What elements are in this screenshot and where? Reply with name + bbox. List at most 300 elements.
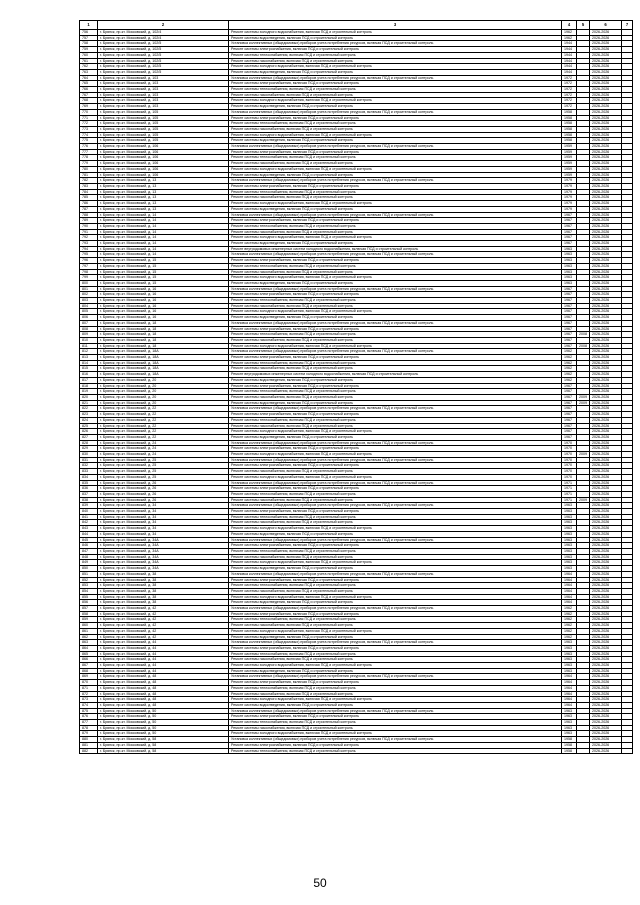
address-cell: г. Брянск, пр-кт. Московский, д. 15 — [98, 275, 229, 281]
work-type-cell: Ремонт системы газоснабжения, включая ПСД и строительный контроль — [229, 366, 562, 372]
planned-period-cell: 2026-2026 — [590, 469, 622, 475]
address-cell: г. Брянск, пр-кт. Московский, д. 24 — [98, 452, 229, 458]
address-cell: г. Брянск, пр-кт. Московский, д. 26 — [98, 497, 229, 503]
address-cell: г. Брянск, пр-кт. Московский, д. 14 — [98, 223, 229, 229]
row-number-cell: 803 — [80, 298, 98, 304]
planned-period-cell: 2026-2026 — [590, 423, 622, 429]
planned-period-cell: 2026-2026 — [590, 429, 622, 435]
planned-period-cell: 2026-2026 — [590, 144, 622, 150]
address-cell: г. Брянск, пр-кт. Московский, д. 44 — [98, 663, 229, 669]
planned-period-cell: 2026-2026 — [590, 104, 622, 110]
planned-period-cell: 2026-2026 — [590, 509, 622, 515]
address-cell: г. Брянск, пр-кт. Московский, д. 48 — [98, 680, 229, 686]
row-number-cell: 850 — [80, 566, 98, 572]
year-built-cell: 1979 — [562, 189, 577, 195]
year-built-cell: 1967 — [562, 389, 577, 395]
address-cell: г. Брянск, пр-кт. Московский, д. 22 — [98, 434, 229, 440]
address-cell: г. Брянск, пр-кт. Московский, д. 38 — [98, 571, 229, 577]
year-built-cell: 1970 — [562, 440, 577, 446]
work-type-cell: Установка коллективных (общедомовых) приборов учета потребления ресурсов, включая ПСД и строительный контроль — [229, 674, 562, 680]
work-type-cell: Ремонт системы газоснабжения, включая ПСД и строительный контроль — [229, 337, 562, 343]
planned-period-cell: 2026-2026 — [590, 360, 622, 366]
year-built-cell: 1963 — [562, 520, 577, 526]
planned-period-cell: 2026-2026 — [590, 440, 622, 446]
year-built-cell: 1963 — [562, 668, 577, 674]
work-type-cell: Ремонт системы газоснабжения, включая ПСД и строительный контроль — [229, 92, 562, 98]
work-type-cell: Установка коллективных (общедомовых) приборов учета потребления ресурсов, включая ПСД и строительный контроль — [229, 286, 562, 292]
work-type-cell: Ремонт системы электроснабжения, включая ПСД и строительный контроль — [229, 714, 562, 720]
address-cell: г. Брянск, пр-кт. Московский, д. 103 — [98, 87, 229, 93]
work-type-cell: Ремонт системы теплоснабжения, включая ПСД и строительный контроль — [229, 548, 562, 554]
year-built-cell: 1979 — [562, 206, 577, 212]
address-cell: г. Брянск, пр-кт. Московский, д. 20 — [98, 389, 229, 395]
address-cell: г. Брянск, пр-кт. Московский, д. 48 — [98, 691, 229, 697]
year-built-cell: 1959 — [562, 161, 577, 167]
work-type-cell: Ремонт системы теплоснабжения, включая ПСД и строительный контроль — [229, 617, 562, 623]
year-built-cell: 1963 — [562, 531, 577, 537]
planned-period-cell: 2026-2026 — [590, 645, 622, 651]
year-built-cell: 1963 — [562, 246, 577, 252]
planned-period-cell: 2026-2026 — [590, 69, 622, 75]
work-type-cell: Ремонт системы холодного водоснабжения, включая ПСД и строительный контроль — [229, 64, 562, 70]
year-built-cell: 1962 — [562, 634, 577, 640]
planned-period-cell: 2026-2026 — [590, 92, 622, 98]
year-built-cell: 1963 — [562, 548, 577, 554]
row-number-cell: 822 — [80, 406, 98, 412]
row-number-cell: 813 — [80, 355, 98, 361]
work-type-cell: Ремонт системы водоотведения, включая ПСД и строительный контроль — [229, 531, 562, 537]
work-type-cell: Ремонт системы теплоснабжения, включая ПСД и строительный контроль — [229, 720, 562, 726]
address-cell: г. Брянск, пр-кт. Московский, д. 48 — [98, 702, 229, 708]
row-number-cell: 823 — [80, 412, 98, 418]
row-number-cell: 791 — [80, 229, 98, 235]
address-cell: г. Брянск, пр-кт. Московский, д. 14 — [98, 241, 229, 247]
table-header-row — [80, 21, 633, 30]
row-number-cell: 756 — [80, 30, 98, 36]
work-type-cell: Установка коллективных (общедомовых) приборов учета потребления ресурсов, включая ПСД и строительный контроль — [229, 349, 562, 355]
planned-period-cell: 2026-2026 — [590, 720, 622, 726]
row-number-cell: 846 — [80, 543, 98, 549]
work-type-cell: Ремонт системы холодного водоснабжения, включая ПСД и строительный контроль — [229, 235, 562, 241]
row-number-cell: 853 — [80, 583, 98, 589]
planned-period-cell: 2026-2026 — [590, 218, 622, 224]
planned-period-cell: 2026-2026 — [590, 229, 622, 235]
work-type-cell: Ремонт системы теплоснабжения, включая ПСД и строительный контроль — [229, 298, 562, 304]
planned-period-cell: 2026-2026 — [590, 52, 622, 58]
work-type-cell: Ремонт системы холодного водоснабжения, включая ПСД и строительный контроль — [229, 275, 562, 281]
planned-period-cell: 2026-2026 — [590, 149, 622, 155]
address-cell: г. Брянск, пр-кт. Московский, д. 102/5 — [98, 58, 229, 64]
work-type-cell: Установка коллективных (общедомовых) приборов учета потребления ресурсов, включая ПСД и строительный контроль — [229, 75, 562, 81]
year-built-cell: 1967 — [562, 423, 577, 429]
year-built-cell: 1972 — [562, 104, 577, 110]
work-type-cell: Ремонт системы водоотведения, включая ПСД и строительный контроль — [229, 315, 562, 321]
row-number-cell: 833 — [80, 469, 98, 475]
row-number-cell: 862 — [80, 634, 98, 640]
column-header: 3 — [229, 21, 562, 30]
work-type-cell: Ремонт системы водоотведения, включая ПСД и строительный контроль — [229, 35, 562, 41]
row-number-cell: 835 — [80, 480, 98, 486]
address-cell: г. Брянск, пр-кт. Московский, д. 26 — [98, 480, 229, 486]
planned-period-cell: 2026-2026 — [590, 657, 622, 663]
work-type-cell: Ремонт системы электроснабжения, включая ПСД и строительный контроль — [229, 577, 562, 583]
row-number-cell: 817 — [80, 377, 98, 383]
year-built-cell: 1979 — [562, 178, 577, 184]
planned-period-cell: 2026-2026 — [590, 668, 622, 674]
address-cell: г. Брянск, пр-кт. Московский, д. 18А — [98, 360, 229, 366]
year-built-cell: 1962 — [562, 617, 577, 623]
address-cell: г. Брянск, пр-кт. Московский, д. 15 — [98, 263, 229, 269]
work-type-cell: Ремонт системы теплоснабжения, включая ПСД и строительный контроль — [229, 583, 562, 589]
work-type-cell: Ремонт системы электроснабжения, включая ПСД и строительный контроль — [229, 115, 562, 121]
work-type-cell: Ремонт системы теплоснабжения, включая ПСД и строительный контроль — [229, 223, 562, 229]
work-type-cell: Ремонт системы теплоснабжения, включая ПСД и строительный контроль — [229, 87, 562, 93]
year-built-cell: 1971 — [562, 480, 577, 486]
planned-period-cell: 2026-2026 — [590, 663, 622, 669]
work-type-cell: Ремонт системы электроснабжения, включая ПСД и строительный контроль — [229, 149, 562, 155]
planned-period-cell: 2026-2026 — [590, 634, 622, 640]
address-cell: г. Брянск, пр-кт. Московский, д. 26 — [98, 491, 229, 497]
row-number-cell: 825 — [80, 423, 98, 429]
work-type-cell: Ремонт системы холодного водоснабжения, включая ПСД и строительный контроль — [229, 526, 562, 532]
column-header: 4 — [562, 21, 577, 30]
planned-period-cell: 2026-2026 — [590, 183, 622, 189]
year-built-cell: 1962 — [562, 360, 577, 366]
address-cell: г. Брянск, пр-кт. Московский, д. 34А — [98, 543, 229, 549]
year-built-cell: 1970 — [562, 446, 577, 452]
row-number-cell: 874 — [80, 702, 98, 708]
address-cell: г. Брянск, пр-кт. Московский, д. 105 — [98, 121, 229, 127]
work-type-cell: Ремонт системы электроснабжения, включая ПСД и строительный контроль — [229, 326, 562, 332]
row-number-cell: 827 — [80, 434, 98, 440]
year-built-cell: 1962 — [562, 377, 577, 383]
address-cell: г. Брянск, пр-кт. Московский, д. 34А — [98, 554, 229, 560]
address-cell: г. Брянск, пр-кт. Московский, д. 13 — [98, 178, 229, 184]
column-header: 2 — [98, 21, 229, 30]
work-type-cell: Ремонт системы газоснабжения, включая ПСД и строительный контроль — [229, 657, 562, 663]
work-type-cell: Ремонт системы теплоснабжения, включая ПСД и строительный контроль — [229, 491, 562, 497]
row-number-cell: 841 — [80, 514, 98, 520]
address-cell: г. Брянск, пр-кт. Московский, д. 15 — [98, 269, 229, 275]
address-cell: г. Брянск, пр-кт. Московский, д. 15 — [98, 280, 229, 286]
planned-period-cell: 2026-2026 — [590, 406, 622, 412]
row-number-cell: 811 — [80, 343, 98, 349]
address-cell: г. Брянск, пр-кт. Московский, д. 44 — [98, 668, 229, 674]
planned-period-cell: 2026-2026 — [590, 514, 622, 520]
planned-period-cell: 2026-2026 — [590, 35, 622, 41]
work-type-cell: Ремонт системы электроснабжения, включая ПСД и строительный контроль — [229, 543, 562, 549]
work-type-cell: Ремонт системы теплоснабжения, включая ПСД и строительный контроль — [229, 52, 562, 58]
work-type-cell: Ремонт системы газоснабжения, включая ПСД и строительный контроль — [229, 725, 562, 731]
year-built-cell: 1959 — [562, 155, 577, 161]
row-number-cell: 793 — [80, 241, 98, 247]
last-repair-year-cell: 2008 — [577, 332, 590, 338]
year-built-cell: 1958 — [562, 138, 577, 144]
year-built-cell: 1959 — [562, 172, 577, 178]
planned-period-cell: 2026-2026 — [590, 486, 622, 492]
row-number-cell: 824 — [80, 417, 98, 423]
year-built-cell: 1962 — [562, 349, 577, 355]
row-number-cell: 834 — [80, 474, 98, 480]
row-number-cell: 820 — [80, 395, 98, 401]
row-number-cell: 789 — [80, 218, 98, 224]
work-type-cell: Ремонт системы электроснабжения, включая ПСД и строительный контроль — [229, 47, 562, 53]
row-number-cell: 844 — [80, 531, 98, 537]
row-number-cell: 762 — [80, 64, 98, 70]
work-type-cell: Ремонт системы водоотведения, включая ПСД и строительный контроль — [229, 241, 562, 247]
address-cell: г. Брянск, пр-кт. Московский, д. 13 — [98, 206, 229, 212]
planned-period-cell: 2026-2026 — [590, 263, 622, 269]
work-type-cell: Установка коллективных (общедомовых) приборов учета потребления ресурсов, включая ПСД и строительный контроль — [229, 708, 562, 714]
address-cell: г. Брянск, пр-кт. Московский, д. 26 — [98, 486, 229, 492]
work-type-cell: Ремонт системы газоснабжения, включая ПСД и строительный контроль — [229, 229, 562, 235]
address-cell: г. Брянск, пр-кт. Московский, д. 34А — [98, 566, 229, 572]
row-number-cell: 764 — [80, 75, 98, 81]
row-number-cell: 786 — [80, 201, 98, 207]
planned-period-cell: 2026-2026 — [590, 109, 622, 115]
planned-period-cell: 2026-2026 — [590, 571, 622, 577]
year-built-cell: 1958 — [562, 121, 577, 127]
row-number-cell: 842 — [80, 520, 98, 526]
address-cell: г. Брянск, пр-кт. Московский, д. 34 — [98, 526, 229, 532]
address-cell: г. Брянск, пр-кт. Московский, д. 102/4 — [98, 35, 229, 41]
address-cell: г. Брянск, пр-кт. Московский, д. 50 — [98, 714, 229, 720]
planned-period-cell: 2026-2026 — [590, 520, 622, 526]
work-type-cell: Ремонт системы водоотведения, включая ПСД и строительный контроль — [229, 434, 562, 440]
address-cell: г. Брянск, пр-кт. Московский, д. 20 — [98, 383, 229, 389]
row-number-cell: 798 — [80, 269, 98, 275]
year-built-cell: 1964 — [562, 600, 577, 606]
planned-period-cell: 2026-2026 — [590, 326, 622, 332]
address-cell: г. Брянск, пр-кт. Московский, д. 22 — [98, 429, 229, 435]
row-number-cell: 851 — [80, 571, 98, 577]
address-cell: г. Брянск, пр-кт. Московский, д. 16 — [98, 315, 229, 321]
row-number-cell: 857 — [80, 606, 98, 612]
work-type-cell: Ремонт системы электроснабжения, включая ПСД и строительный контроль — [229, 383, 562, 389]
year-built-cell: 1964 — [562, 697, 577, 703]
address-cell: г. Брянск, пр-кт. Московский, д. 16 — [98, 286, 229, 292]
work-type-cell: Ремонт системы водоотведения, включая ПСД и строительный контроль — [229, 634, 562, 640]
work-type-cell: Установка коллективных (общедомовых) приборов учета потребления ресурсов, включая ПСД и строительный контроль — [229, 537, 562, 543]
planned-period-cell: 2026-2026 — [590, 121, 622, 127]
year-built-cell: 1967 — [562, 223, 577, 229]
year-built-cell: 1944 — [562, 52, 577, 58]
planned-period-cell: 2026-2026 — [590, 708, 622, 714]
planned-period-cell: 2026-2026 — [590, 560, 622, 566]
address-cell: г. Брянск, пр-кт. Московский, д. 44 — [98, 657, 229, 663]
year-built-cell: 1963 — [562, 269, 577, 275]
planned-period-cell: 2026-2026 — [590, 526, 622, 532]
planned-period-cell: 2026-2026 — [590, 161, 622, 167]
address-cell: г. Брянск, пр-кт. Московский, д. 13 — [98, 201, 229, 207]
address-cell: г. Брянск, пр-кт. Московский, д. 58 — [98, 742, 229, 748]
address-cell: г. Брянск, пр-кт. Московский, д. 14 — [98, 235, 229, 241]
row-number-cell: 775 — [80, 138, 98, 144]
address-cell: г. Брянск, пр-кт. Московский, д. 106 — [98, 155, 229, 161]
planned-period-cell: 2026-2026 — [590, 714, 622, 720]
column-header: 1 — [80, 21, 98, 30]
year-built-cell: 1967 — [562, 337, 577, 343]
address-cell: г. Брянск, пр-кт. Московский, д. 18А — [98, 372, 229, 378]
year-built-cell: 1963 — [562, 509, 577, 515]
work-type-cell: Ремонт системы холодного водоснабжения, включая ПСД и строительный контроль — [229, 98, 562, 104]
year-built-cell: 1964 — [562, 691, 577, 697]
work-type-cell: Ремонт системы холодного водоснабжения, включая ПСД и строительный контроль — [229, 474, 562, 480]
year-built-cell: 1963 — [562, 725, 577, 731]
address-cell: г. Брянск, пр-кт. Московский, д. 22 — [98, 412, 229, 418]
row-number-cell: 821 — [80, 400, 98, 406]
year-built-cell: 1967 — [562, 241, 577, 247]
address-cell: г. Брянск, пр-кт. Московский, д. 58 — [98, 737, 229, 743]
address-cell: г. Брянск, пр-кт. Московский, д. 58 — [98, 748, 229, 754]
address-cell: г. Брянск, пр-кт. Московский, д. 22 — [98, 406, 229, 412]
year-built-cell: 1959 — [562, 144, 577, 150]
address-cell: г. Брянск, пр-кт. Московский, д. 25 — [98, 463, 229, 469]
address-cell: г. Брянск, пр-кт. Московский, д. 38 — [98, 588, 229, 594]
row-number-cell: 856 — [80, 600, 98, 606]
year-built-cell: 1972 — [562, 87, 577, 93]
year-built-cell: 1963 — [562, 554, 577, 560]
planned-period-cell: 2026-2026 — [590, 480, 622, 486]
year-built-cell: 1964 — [562, 588, 577, 594]
work-type-cell: Ремонт системы водоотведения, включая ПСД и строительный контроль — [229, 138, 562, 144]
address-cell: г. Брянск, пр-кт. Московский, д. 34 — [98, 503, 229, 509]
work-type-cell: Ремонт системы холодного водоснабжения, включая ПСД и строительный контроль — [229, 343, 562, 349]
year-built-cell: 1967 — [562, 292, 577, 298]
last-repair-year-cell — [577, 748, 590, 754]
work-type-cell: Ремонт системы газоснабжения, включая ПСД и строительный контроль — [229, 303, 562, 309]
planned-period-cell: 2026-2026 — [590, 594, 622, 600]
work-type-cell: Установка коллективных (общедомовых) приборов учета потребления ресурсов, включая ПСД и строительный контроль — [229, 406, 562, 412]
address-cell: г. Брянск, пр-кт. Московский, д. 105 — [98, 132, 229, 138]
work-type-cell: Ремонт системы электроснабжения, включая ПСД и строительный контроль — [229, 218, 562, 224]
year-built-cell: 1958 — [562, 748, 577, 754]
work-type-cell: Ремонт системы газоснабжения, включая ПСД и строительный контроль — [229, 469, 562, 475]
work-type-cell: Установка коллективных (общедомовых) приборов учета потребления ресурсов, включая ПСД и строительный контроль — [229, 606, 562, 612]
row-number-cell: 838 — [80, 497, 98, 503]
work-type-cell: Ремонт системы водоотведения, включая ПСД и строительный контроль — [229, 600, 562, 606]
planned-period-cell: 2026-2026 — [590, 349, 622, 355]
planned-period-cell: 2026-2026 — [590, 315, 622, 321]
year-built-cell: 1967 — [562, 406, 577, 412]
year-built-cell: 1971 — [562, 491, 577, 497]
row-number-cell: 830 — [80, 452, 98, 458]
row-number-cell: 809 — [80, 332, 98, 338]
column-header: 5 — [577, 21, 590, 30]
row-number-cell: 772 — [80, 121, 98, 127]
planned-period-cell: 2026-2026 — [590, 474, 622, 480]
last-repair-year-cell: 2009 — [577, 395, 590, 401]
year-built-cell: 1972 — [562, 92, 577, 98]
work-type-cell: Установка коллективных (общедомовых) приборов учета потребления ресурсов, включая ПСД и строительный контроль — [229, 440, 562, 446]
row-number-cell: 878 — [80, 725, 98, 731]
year-built-cell: 1944 — [562, 64, 577, 70]
work-type-cell: Ремонт системы электроснабжения, включая ПСД и строительный контроль — [229, 81, 562, 87]
row-number-cell: 777 — [80, 149, 98, 155]
planned-period-cell: 2026-2026 — [590, 554, 622, 560]
work-type-cell: Ремонт системы холодного водоснабжения, включая ПСД и строительный контроль — [229, 663, 562, 669]
row-number-cell: 880 — [80, 737, 98, 743]
year-built-cell: 1944 — [562, 58, 577, 64]
planned-period-cell: 2026-2026 — [590, 651, 622, 657]
planned-period-cell: 2026-2026 — [590, 206, 622, 212]
row-number-cell: 840 — [80, 509, 98, 515]
work-type-cell: Ремонт системы теплоснабжения, включая ПСД и строительный контроль — [229, 514, 562, 520]
planned-period-cell: 2026-2026 — [590, 491, 622, 497]
year-built-cell: 1958 — [562, 115, 577, 121]
row-number-cell: 873 — [80, 697, 98, 703]
row-number-cell: 847 — [80, 548, 98, 554]
year-built-cell: 1962 — [562, 611, 577, 617]
planned-period-cell: 2026-2026 — [590, 258, 622, 264]
row-number-cell: 760 — [80, 52, 98, 58]
planned-period-cell: 2026-2026 — [590, 383, 622, 389]
work-type-cell: Ремонт системы электроснабжения, включая ПСД и строительный контроль — [229, 183, 562, 189]
planned-period-cell: 2026-2026 — [590, 166, 622, 172]
work-type-cell: Ремонт системы электроснабжения, включая ПСД и строительный контроль — [229, 742, 562, 748]
row-number-cell: 806 — [80, 315, 98, 321]
work-type-cell: Ремонт системы водоотведения, включая ПСД и строительный контроль — [229, 69, 562, 75]
year-built-cell: 1964 — [562, 571, 577, 577]
address-cell: г. Брянск, пр-кт. Московский, д. 20 — [98, 377, 229, 383]
capital-repair-table — [79, 20, 633, 754]
planned-period-cell: 2026-2026 — [590, 737, 622, 743]
row-number-cell: 796 — [80, 258, 98, 264]
planned-period-cell: 2026-2026 — [590, 189, 622, 195]
address-cell: г. Брянск, пр-кт. Московский, д. 38 — [98, 600, 229, 606]
work-type-cell: Ремонт системы холодного водоснабжения, включая ПСД и строительный контроль — [229, 731, 562, 737]
row-number-cell: 829 — [80, 446, 98, 452]
work-type-cell: Ремонт системы водоотведения, включая ПСД и строительный контроль — [229, 702, 562, 708]
year-built-cell: 1959 — [562, 149, 577, 155]
year-built-cell: 1963 — [562, 275, 577, 281]
year-built-cell: 1963 — [562, 566, 577, 572]
address-cell: г. Брянск, пр-кт. Московский, д. 25 — [98, 469, 229, 475]
planned-period-cell: 2026-2026 — [590, 155, 622, 161]
work-type-cell: Ремонт системы газоснабжения, включая ПСД и строительный контроль — [229, 520, 562, 526]
planned-period-cell: 2026-2026 — [590, 691, 622, 697]
work-type-cell: Установка коллективных (общедомовых) приборов учета потребления ресурсов, включая ПСД и строительный контроль — [229, 503, 562, 509]
planned-period-cell: 2026-2026 — [590, 81, 622, 87]
planned-period-cell: 2026-2026 — [590, 292, 622, 298]
row-number-cell: 818 — [80, 383, 98, 389]
row-number-cell: 769 — [80, 104, 98, 110]
planned-period-cell: 2026-2026 — [590, 355, 622, 361]
year-built-cell: 1958 — [562, 126, 577, 132]
year-built-cell: 1962 — [562, 628, 577, 634]
work-type-cell: Ремонт системы электроснабжения, включая ПСД и строительный контроль — [229, 292, 562, 298]
row-number-cell: 766 — [80, 87, 98, 93]
address-cell: г. Брянск, пр-кт. Московский, д. 38 — [98, 583, 229, 589]
planned-period-cell: 2026-2026 — [590, 30, 622, 36]
work-type-cell: Ремонт системы газоснабжения, включая ПСД и строительный контроль — [229, 588, 562, 594]
work-type-cell: Ремонт системы водоотведения, включая ПСД и строительный контроль — [229, 400, 562, 406]
planned-period-cell: 2026-2026 — [590, 252, 622, 258]
year-built-cell: 1967 — [562, 326, 577, 332]
row-number-cell: 864 — [80, 645, 98, 651]
year-built-cell: 1958 — [562, 737, 577, 743]
address-cell: г. Брянск, пр-кт. Московский, д. 20 — [98, 400, 229, 406]
row-number-cell: 778 — [80, 155, 98, 161]
address-cell: г. Брянск, пр-кт. Московский, д. 34 — [98, 509, 229, 515]
work-type-cell: Ремонт внутридомовых инженерных систем холодного водоснабжения, включая ПСД и строительный контроль — [229, 372, 562, 378]
planned-period-cell: 2026-2026 — [590, 286, 622, 292]
row-number-cell: 792 — [80, 235, 98, 241]
address-cell: г. Брянск, пр-кт. Московский, д. 106 — [98, 144, 229, 150]
address-cell: г. Брянск, пр-кт. Московский, д. 38 — [98, 594, 229, 600]
year-built-cell: 1963 — [562, 657, 577, 663]
row-number-cell: 794 — [80, 246, 98, 252]
